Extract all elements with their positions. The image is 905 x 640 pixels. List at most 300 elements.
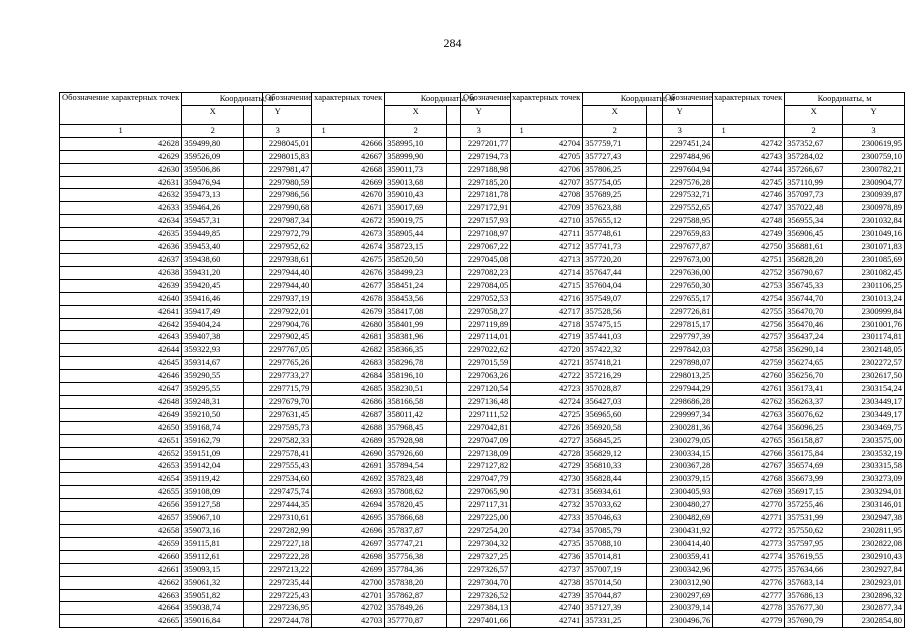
coordinate-y: 2300279,05: [647, 434, 713, 447]
column-number: 3: [244, 124, 312, 137]
coordinate-x: 359290,55: [182, 370, 244, 383]
coordinate-x: 357528,56: [583, 305, 647, 318]
coordinate-x: 356673,99: [785, 473, 843, 486]
coordinate-x: 358905,44: [385, 228, 447, 241]
coordinate-y: 2297244,78: [244, 615, 312, 628]
point-id: 42728: [461, 447, 583, 460]
point-id: 42769: [663, 486, 785, 499]
point-id: 42734: [461, 525, 583, 538]
point-id: 42657: [60, 512, 182, 525]
point-id: 42759: [663, 357, 785, 370]
coordinate-x: 356828,20: [785, 253, 843, 266]
coordinate-y: 2301085,69: [843, 253, 905, 266]
coordinate-x: 357014,81: [583, 550, 647, 563]
point-id: 42695: [263, 512, 385, 525]
table-row: [663, 292, 905, 305]
point-id: 42722: [461, 370, 583, 383]
coordinate-y: 2302923,01: [843, 576, 905, 589]
header-coordinates: Координаты, м: [182, 93, 312, 106]
point-id: 42779: [663, 615, 785, 628]
point-id: 42638: [60, 266, 182, 279]
point-id: 42711: [461, 228, 583, 241]
coordinate-y: 2297576,28: [647, 176, 713, 189]
point-id: 42669: [263, 176, 385, 189]
table-row: [663, 460, 905, 473]
point-id: 42757: [663, 331, 785, 344]
table-row: [663, 228, 905, 241]
coordinate-x: 357741,73: [583, 241, 647, 254]
coordinate-y: 2297532,71: [647, 189, 713, 202]
coordinate-x: 358999,90: [385, 150, 447, 163]
coordinate-y: 2300431,92: [647, 525, 713, 538]
page-number: 284: [443, 36, 462, 50]
table-row: [663, 189, 905, 202]
coordinate-x: 356965,60: [583, 408, 647, 421]
coordinate-y: 2297980,59: [244, 176, 312, 189]
table-row: [663, 215, 905, 228]
point-id: 42683: [263, 357, 385, 370]
point-id: 42748: [663, 215, 785, 228]
coordinate-x: 356810,33: [583, 460, 647, 473]
coordinate-x: 357968,45: [385, 421, 447, 434]
coordinate-y: 2297236,95: [244, 602, 312, 615]
point-id: 42696: [263, 525, 385, 538]
coordinate-x: 357820,45: [385, 499, 447, 512]
point-id: 42706: [461, 163, 583, 176]
coordinate-x: 357597,95: [785, 537, 843, 550]
point-id: 42688: [263, 421, 385, 434]
point-id: 42633: [60, 202, 182, 215]
coordinate-x: 357784,36: [385, 563, 447, 576]
point-id: 42730: [461, 473, 583, 486]
coordinate-y: 2297588,95: [647, 215, 713, 228]
table-row: [663, 421, 905, 434]
point-id: 42677: [263, 279, 385, 292]
coordinate-x: 359119,42: [182, 473, 244, 486]
point-id: 42710: [461, 215, 583, 228]
point-id: 42707: [461, 176, 583, 189]
point-id: 42692: [263, 473, 385, 486]
coordinate-x: 359108,09: [182, 486, 244, 499]
table-row: [663, 357, 905, 370]
coordinate-x: 357475,15: [583, 318, 647, 331]
coordinate-y: 2300379,15: [647, 473, 713, 486]
point-id: 42652: [60, 447, 182, 460]
coordinate-y: 2297188,98: [447, 163, 511, 176]
coordinate-x: 357110,99: [785, 176, 843, 189]
header-x: X: [583, 105, 647, 124]
coordinate-y: 2297534,60: [244, 473, 312, 486]
point-id: 42766: [663, 447, 785, 460]
column-number: 3: [647, 124, 713, 137]
point-id: 42740: [461, 602, 583, 615]
coordinate-x: 357044,87: [583, 589, 647, 602]
coordinate-y: 2300496,76: [647, 615, 713, 628]
point-id: 42737: [461, 563, 583, 576]
point-id: 42758: [663, 344, 785, 357]
point-id: 42640: [60, 292, 182, 305]
coordinate-x: 357531,99: [785, 512, 843, 525]
table-row: [663, 576, 905, 589]
point-id: 42644: [60, 344, 182, 357]
coordinate-y: 2297136,48: [447, 395, 511, 408]
coordinate-y: 2301174,81: [843, 331, 905, 344]
header-point-designation: Обозначение характерных точек: [461, 93, 583, 125]
coordinate-x: 359506,86: [182, 163, 244, 176]
point-id: 42713: [461, 253, 583, 266]
point-id: 42744: [663, 163, 785, 176]
point-id: 42708: [461, 189, 583, 202]
header-point-designation: Обозначение характерных точек: [663, 93, 785, 125]
coordinate-x: 359142,04: [182, 460, 244, 473]
point-id: 42750: [663, 241, 785, 254]
point-id: 42698: [263, 550, 385, 563]
point-id: 42654: [60, 473, 182, 486]
coordinate-x: 358196,10: [385, 370, 447, 383]
point-id: 42632: [60, 189, 182, 202]
point-id: 42637: [60, 253, 182, 266]
coordinate-x: 359115,81: [182, 537, 244, 550]
coordinate-y: 2297304,70: [447, 576, 511, 589]
coordinate-x: 359073,16: [182, 525, 244, 538]
point-id: 42773: [663, 537, 785, 550]
point-id: 42774: [663, 550, 785, 563]
coordinate-y: 2297052,53: [447, 292, 511, 305]
coordinate-x: 356427,03: [583, 395, 647, 408]
coordinate-x: 357022,48: [785, 202, 843, 215]
coordinate-x: 359112,61: [182, 550, 244, 563]
column-number: 2: [583, 124, 647, 137]
coordinate-y: 2297904,76: [244, 318, 312, 331]
point-id: 42662: [60, 576, 182, 589]
coordinate-x: 357046,63: [583, 512, 647, 525]
point-id: 42709: [461, 202, 583, 215]
coordinate-x: 357655,12: [583, 215, 647, 228]
coordinate-y: 2303469,75: [843, 421, 905, 434]
column-number: 2: [785, 124, 843, 137]
coordinate-y: 2297673,00: [647, 253, 713, 266]
point-id: 42725: [461, 408, 583, 421]
coordinate-y: 2297082,23: [447, 266, 511, 279]
point-id: 42667: [263, 150, 385, 163]
table-row: [663, 550, 905, 563]
point-id: 42716: [461, 292, 583, 305]
coordinate-x: 358381,96: [385, 331, 447, 344]
coordinate-y: 2297227,18: [244, 537, 312, 550]
point-id: 42741: [461, 615, 583, 628]
point-id: 42762: [663, 395, 785, 408]
point-id: 42765: [663, 434, 785, 447]
coordinate-y: 2297225,43: [244, 589, 312, 602]
coordinate-x: 356173,41: [785, 383, 843, 396]
coordinate-x: 357926,60: [385, 447, 447, 460]
coordinate-x: 358417,08: [385, 305, 447, 318]
coordinate-y: 2297842,03: [647, 344, 713, 357]
coordinate-y: 2297578,41: [244, 447, 312, 460]
coordinate-y: 2300342,96: [647, 563, 713, 576]
coordinate-y: 2300978,89: [843, 202, 905, 215]
coordinate-y: 2297201,77: [447, 137, 511, 150]
coordinate-x: 357806,25: [583, 163, 647, 176]
point-id: 42676: [263, 266, 385, 279]
point-id: 42651: [60, 434, 182, 447]
coordinate-y: 2297715,79: [244, 383, 312, 396]
coordinate-y: 2300480,27: [647, 499, 713, 512]
point-id: 42690: [263, 447, 385, 460]
point-id: 42717: [461, 305, 583, 318]
coordinate-y: 2302896,32: [843, 589, 905, 602]
point-id: 42727: [461, 434, 583, 447]
point-id: 42732: [461, 499, 583, 512]
coordinate-x: 357677,30: [785, 602, 843, 615]
point-id: 42772: [663, 525, 785, 538]
coordinate-y: 2297065,90: [447, 486, 511, 499]
header-y: Y: [843, 105, 905, 124]
coordinate-x: 357028,87: [583, 383, 647, 396]
coordinate-x: 357756,38: [385, 550, 447, 563]
coordinate-y: 2297327,25: [447, 550, 511, 563]
point-id: 42635: [60, 228, 182, 241]
table-row: [663, 176, 905, 189]
point-id: 42628: [60, 137, 182, 150]
coordinate-y: 2297213,22: [244, 563, 312, 576]
coordinate-y: 2297157,93: [447, 215, 511, 228]
point-id: 42747: [663, 202, 785, 215]
coordinate-x: 359295,55: [182, 383, 244, 396]
coordinate-y: 2300939,87: [843, 189, 905, 202]
table-row: [663, 499, 905, 512]
coordinate-y: 2297120,54: [447, 383, 511, 396]
coordinate-x: 359431,20: [182, 266, 244, 279]
coordinate-x: 357754,05: [583, 176, 647, 189]
coordinate-y: 2297902,45: [244, 331, 312, 344]
table-row: [663, 318, 905, 331]
coordinate-x: 356076,62: [785, 408, 843, 421]
coordinate-y: 2301049,16: [843, 228, 905, 241]
point-id: 42671: [263, 202, 385, 215]
table-row: [663, 163, 905, 176]
coordinate-x: 358166,58: [385, 395, 447, 408]
point-id: 42675: [263, 253, 385, 266]
coordinate-x: 357623,88: [583, 202, 647, 215]
coordinate-y: 2298686,28: [647, 395, 713, 408]
point-id: 42701: [263, 589, 385, 602]
coordinate-y: 2303154,24: [843, 383, 905, 396]
point-id: 42679: [263, 305, 385, 318]
point-id: 42763: [663, 408, 785, 421]
coordinate-y: 2297636,00: [647, 266, 713, 279]
header-point-designation: Обозначение характерных точек: [60, 93, 182, 125]
point-id: 42639: [60, 279, 182, 292]
coordinate-y: 2297986,56: [244, 189, 312, 202]
coordinate-x: 359017,69: [385, 202, 447, 215]
coordinate-y: 2297063,26: [447, 370, 511, 383]
point-id: 42778: [663, 602, 785, 615]
coordinate-x: 357862,87: [385, 589, 447, 602]
coordinate-y: 2303273,09: [843, 473, 905, 486]
coordinate-x: 359038,74: [182, 602, 244, 615]
coordinate-y: 2303449,17: [843, 395, 905, 408]
coordinate-x: 358453,56: [385, 292, 447, 305]
coordinate-y: 2297944,40: [244, 279, 312, 292]
coordinate-x: 356917,15: [785, 486, 843, 499]
coordinate-x: 356845,25: [583, 434, 647, 447]
table-row: [663, 383, 905, 396]
coordinate-y: 2297042,81: [447, 421, 511, 434]
point-id: 42661: [60, 563, 182, 576]
coordinate-x: 358011,42: [385, 408, 447, 421]
coordinate-y: 2297047,09: [447, 434, 511, 447]
point-id: 42697: [263, 537, 385, 550]
coordinate-x: 359011,73: [385, 163, 447, 176]
coordinate-x: 359526,09: [182, 150, 244, 163]
coordinate-y: 2297084,05: [447, 279, 511, 292]
coordinate-x: 359314,67: [182, 357, 244, 370]
coordinate-y: 2303294,01: [843, 486, 905, 499]
coordinate-y: 2301106,25: [843, 279, 905, 292]
table-row: [663, 344, 905, 357]
point-id: 42674: [263, 241, 385, 254]
table-row: [663, 602, 905, 615]
header-x: X: [385, 105, 447, 124]
coordinate-y: 2300281,36: [647, 421, 713, 434]
table-row: [663, 241, 905, 254]
point-id: 42776: [663, 576, 785, 589]
coordinate-y: 2303315,58: [843, 460, 905, 473]
coordinate-y: 2297484,96: [647, 150, 713, 163]
point-id: 42751: [663, 253, 785, 266]
coordinate-y: 2297181,78: [447, 189, 511, 202]
coordinate-y: 2297444,35: [244, 499, 312, 512]
point-id: 42682: [263, 344, 385, 357]
coordinate-y: 2300782,21: [843, 163, 905, 176]
table-row: [663, 563, 905, 576]
coordinate-x: 357085,79: [583, 525, 647, 538]
column-number: 2: [385, 124, 447, 137]
coordinate-x: 358520,50: [385, 253, 447, 266]
point-id: 42729: [461, 460, 583, 473]
point-id: 42768: [663, 473, 785, 486]
table-row: [663, 473, 905, 486]
point-id: 42733: [461, 512, 583, 525]
point-id: 42689: [263, 434, 385, 447]
point-id: 42761: [663, 383, 785, 396]
table-row: [663, 202, 905, 215]
point-id: 42645: [60, 357, 182, 370]
coordinate-x: 359449,85: [182, 228, 244, 241]
coordinate-y: 2300297,69: [647, 589, 713, 602]
coordinate-y: 2297944,40: [244, 266, 312, 279]
point-id: 42663: [60, 589, 182, 602]
coordinate-y: 2297677,87: [647, 241, 713, 254]
table-row: [663, 150, 905, 163]
coordinate-x: 357127,39: [583, 602, 647, 615]
coordinate-y: 2298013,25: [647, 370, 713, 383]
point-id: 42745: [663, 176, 785, 189]
coordinate-y: 2302811,95: [843, 525, 905, 538]
coordinate-x: 356470,46: [785, 318, 843, 331]
coordinate-y: 2297235,44: [244, 576, 312, 589]
column-number: 3: [447, 124, 511, 137]
coordinate-y: 2297304,32: [447, 537, 511, 550]
coordinate-y: 2297114,01: [447, 331, 511, 344]
coordinate-y: 2297938,61: [244, 253, 312, 266]
coordinate-y: 2302272,57: [843, 357, 905, 370]
coordinate-x: 357720,20: [583, 253, 647, 266]
point-id: 42749: [663, 228, 785, 241]
coordinate-y: 2300359,41: [647, 550, 713, 563]
coordinate-x: 359016,84: [182, 615, 244, 628]
coordinate-x: 356934,61: [583, 486, 647, 499]
point-id: 42770: [663, 499, 785, 512]
point-id: 42705: [461, 150, 583, 163]
coordinate-y: 2300367,28: [647, 460, 713, 473]
point-id: 42686: [263, 395, 385, 408]
coordinate-x: 357683,14: [785, 576, 843, 589]
coordinate-x: 357007,19: [583, 563, 647, 576]
header-x: X: [182, 105, 244, 124]
point-id: 42702: [263, 602, 385, 615]
coordinate-x: 357549,07: [583, 292, 647, 305]
coordinate-x: 356096,25: [785, 421, 843, 434]
header-coordinates: Координаты, м: [785, 93, 905, 106]
header-x: X: [785, 105, 843, 124]
point-id: 42726: [461, 421, 583, 434]
point-id: 42630: [60, 163, 182, 176]
coordinate-y: 2301071,83: [843, 241, 905, 254]
coordinate-y: 2297194,73: [447, 150, 511, 163]
coordinate-y: 2302947,38: [843, 512, 905, 525]
coordinate-x: 356274,65: [785, 357, 843, 370]
coordinate-y: 2297659,83: [647, 228, 713, 241]
point-id: 42731: [461, 486, 583, 499]
coordinate-x: 356256,70: [785, 370, 843, 383]
point-id: 42739: [461, 589, 583, 602]
point-id: 42658: [60, 525, 182, 538]
point-id: 42723: [461, 383, 583, 396]
point-id: 42653: [60, 460, 182, 473]
coordinate-y: 2297972,79: [244, 228, 312, 241]
point-id: 42720: [461, 344, 583, 357]
coordinate-x: 359457,31: [182, 215, 244, 228]
coordinate-x: 359019,75: [385, 215, 447, 228]
coordinate-x: 359061,32: [182, 576, 244, 589]
coordinate-x: 356175,84: [785, 447, 843, 460]
point-id: 42755: [663, 305, 785, 318]
coordinate-y: 2297767,05: [244, 344, 312, 357]
header-coordinates: Координаты, м: [385, 93, 511, 106]
coordinate-x: 359420,45: [182, 279, 244, 292]
table-row: [663, 370, 905, 383]
point-id: 42665: [60, 615, 182, 628]
coordinate-y: 2297765,26: [244, 357, 312, 370]
coordinate-x: 357418,21: [583, 357, 647, 370]
coordinate-x: 357331,25: [583, 615, 647, 628]
coordinate-y: 2297222,28: [244, 550, 312, 563]
coordinate-y: 2301082,45: [843, 266, 905, 279]
coordinate-x: 357849,26: [385, 602, 447, 615]
table-row: [663, 279, 905, 292]
coordinate-x: 357866,68: [385, 512, 447, 525]
point-id: 42678: [263, 292, 385, 305]
coordinate-x: 357647,44: [583, 266, 647, 279]
coordinate-x: 359151,09: [182, 447, 244, 460]
point-id: 42648: [60, 395, 182, 408]
point-id: 42634: [60, 215, 182, 228]
coordinate-y: 2300414,40: [647, 537, 713, 550]
coordinate-y: 2297733,27: [244, 370, 312, 383]
coordinate-y: 2303449,17: [843, 408, 905, 421]
